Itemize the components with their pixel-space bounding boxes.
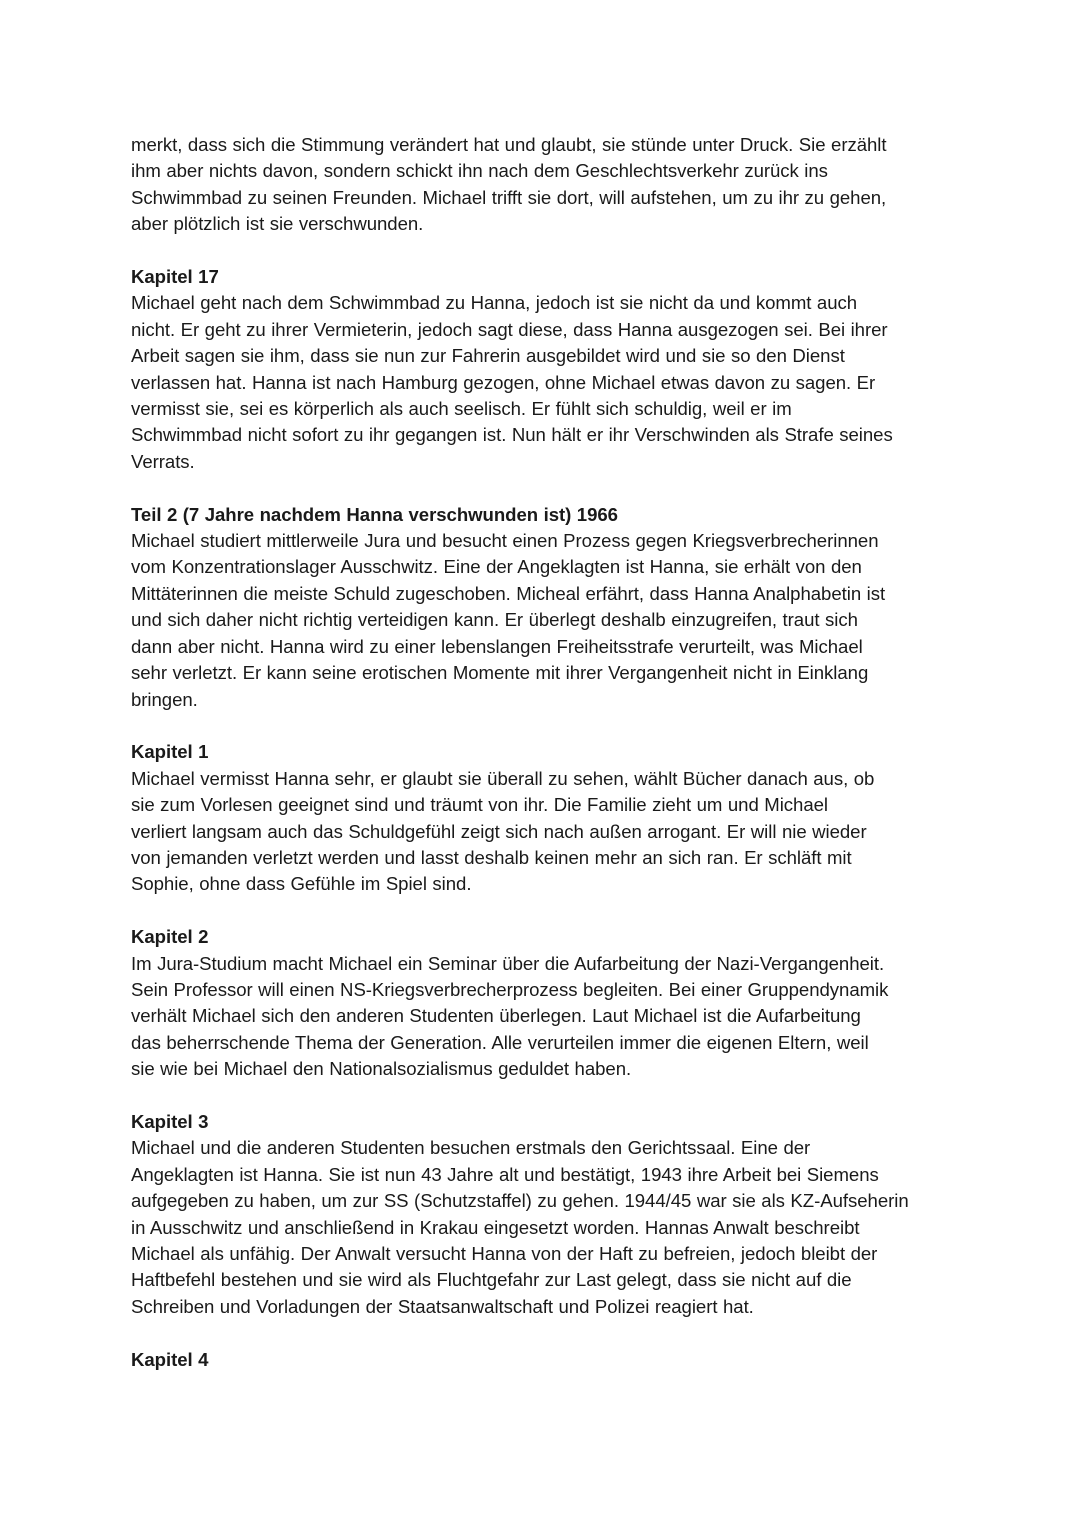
section-kapitel-4 — [131, 1347, 961, 1373]
section-heading: Kapitel 17 — [131, 266, 219, 288]
paragraph-line: aufgegeben zu haben, um zur SS (Schutzstaffel) zu gehen. 1944/45 war sie als KZ-Aufseherin — [131, 1190, 909, 1212]
paragraph-line: Michael studiert mittlerweile Jura und besucht einen Prozess gegen Kriegsverbrecherinnen — [131, 530, 879, 552]
section-heading: Kapitel 2 — [131, 926, 209, 948]
paragraph-line: Michael vermisst Hanna sehr, er glaubt sie überall zu sehen, wählt Bücher danach aus, ob — [131, 767, 875, 789]
paragraph-line: Angeklagten ist Hanna. Sie ist nun 43 Jahre alt und bestätigt, 1943 ihre Arbeit bei Siemens — [131, 1163, 879, 1185]
paragraph-line: sie wie bei Michael den Nationalsozialismus geduldet haben. — [131, 1058, 632, 1080]
section-kapitel-2 — [131, 924, 961, 1082]
paragraph-line: das beherrschende Thema der Generation. Alle verurteilen immer die eigenen Eltern, weil — [131, 1031, 869, 1053]
paragraph-line: Michael und die anderen Studenten besuchen erstmals den Gerichtssaal. Eine der — [131, 1137, 811, 1159]
paragraph-line: bringen. — [131, 688, 198, 710]
paragraph-line: Schreiben und Vorladungen der Staatsanwaltschaft und Polizei reagiert hat. — [131, 1295, 754, 1317]
paragraph-line: nicht. Er geht zu ihrer Vermieterin, jedoch sagt diese, dass Hanna ausgezogen sei. Bei ihrer — [131, 318, 888, 340]
paragraph-line: verliert langsam auch das Schuldgefühl zeigt sich nach außen arrogant. Er will nie wieder — [131, 820, 867, 842]
paragraph-line: Schwimmbad zu seinen Freunden. Michael trifft sie dort, will aufstehen, um zu ihr zu gehen, — [131, 186, 887, 208]
paragraph-line: Haftbefehl bestehen und sie wird als Fluchtgefahr zur Last gelegt, dass sie nicht auf die — [131, 1269, 852, 1291]
paragraph-line: Sein Professor will einen NS-Kriegsverbrecherprozess begleiten. Bei einer Gruppendynamik — [131, 978, 889, 1000]
paragraph-line: Schwimmbad nicht sofort zu ihr gegangen ist. Nun hält er ihr Verschwinden als Strafe seines — [131, 424, 893, 446]
paragraph-line: Arbeit sagen sie ihm, dass sie nun zur Fahrerin ausgebildet wird und sie so den Dienst — [131, 345, 845, 367]
paragraph-line: Mittäterinnen die meiste Schuld zugeschoben. Micheal erfährt, dass Hanna Analphabetin ist — [131, 582, 886, 604]
section-heading: Kapitel 4 — [131, 1348, 209, 1370]
paragraph-line: verhält Michael sich den anderen Studenten überlegen. Laut Michael ist die Aufarbeitung — [131, 1005, 861, 1027]
section-kapitel-3 — [131, 1109, 961, 1320]
section-kapitel-1 — [131, 739, 961, 897]
section-teil-2 — [131, 502, 961, 713]
paragraph-line: und sich daher nicht richtig verteidigen kann. Er überlegt deshalb einzugreifen, traut sich — [131, 609, 858, 631]
paragraph-line: sehr verletzt. Er kann seine erotischen Momente mit ihrer Vergangenheit nicht in Einklang — [131, 662, 869, 684]
paragraph-line: dann aber nicht. Hanna wird zu einer lebenslangen Freiheitsstrafe verurteilt, was Michael — [131, 635, 863, 657]
intro-paragraph — [131, 132, 961, 238]
document-body — [131, 132, 961, 1373]
section-kapitel-17 — [131, 264, 961, 475]
section-heading: Kapitel 1 — [131, 741, 209, 763]
paragraph-line: Michael geht nach dem Schwimmbad zu Hanna, jedoch ist sie nicht da und kommt auch — [131, 292, 858, 314]
paragraph-line: aber plötzlich ist sie verschwunden. — [131, 213, 424, 235]
paragraph-line: vom Konzentrationslager Ausschwitz. Eine der Angeklagten ist Hanna, sie erhält von den — [131, 556, 862, 578]
paragraph-line: ihm aber nichts davon, sondern schickt ihn nach dem Geschlechtsverkehr zurück ins — [131, 160, 828, 182]
paragraph-line: Im Jura-Studium macht Michael ein Seminar über die Aufarbeitung der Nazi-Vergangenheit. — [131, 952, 885, 974]
paragraph-line: in Ausschwitz und anschließend in Krakau eingesetzt worden. Hannas Anwalt beschreibt — [131, 1216, 860, 1238]
paragraph-line: vermisst sie, sei es körperlich als auch seelisch. Er fühlt sich schuldig, weil er im — [131, 398, 792, 420]
paragraph-line: merkt, dass sich die Stimmung verändert hat und glaubt, sie stünde unter Druck. Sie erzählt — [131, 134, 887, 155]
paragraph-line: von jemanden verletzt werden und lasst deshalb keinen mehr an sich ran. Er schläft mit — [131, 846, 852, 868]
section-heading: Teil 2 (7 Jahre nachdem Hanna verschwunden ist) 1966 — [131, 503, 618, 525]
paragraph-line: sie zum Vorlesen geeignet sind und träumt von ihr. Die Familie zieht um und Michael — [131, 794, 828, 816]
paragraph-line: Verrats. — [131, 450, 195, 472]
paragraph-line: Michael als unfähig. Der Anwalt versucht Hanna von der Haft zu befreien, jedoch bleibt der — [131, 1242, 878, 1264]
paragraph-line: verlassen hat. Hanna ist nach Hamburg gezogen, ohne Michael etwas davon zu sagen. Er — [131, 371, 876, 393]
paragraph-line: Sophie, ohne dass Gefühle im Spiel sind. — [131, 873, 472, 895]
section-heading: Kapitel 3 — [131, 1110, 209, 1132]
